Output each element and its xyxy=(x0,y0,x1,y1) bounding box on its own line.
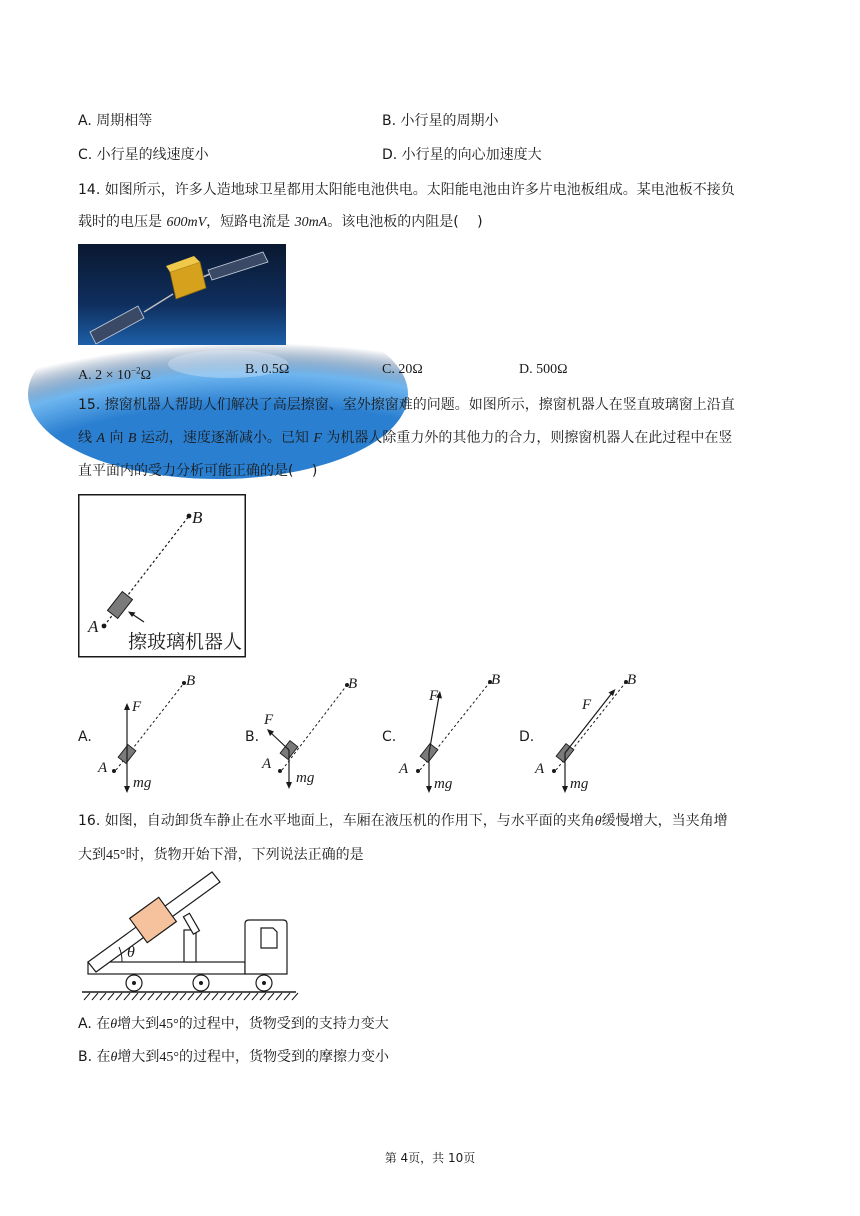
q15-a-label-mg: mg xyxy=(133,775,152,791)
q13-option-a: A. 周期相等 xyxy=(78,113,153,129)
q14-options xyxy=(78,360,151,386)
q15-b-label-mg: mg xyxy=(296,770,315,786)
q15-d-label-a: A xyxy=(535,761,545,777)
q16-dump-truck-figure xyxy=(80,868,298,1004)
q14-voltage: 600mV xyxy=(166,215,207,230)
q15-option-d-diagram xyxy=(536,674,646,798)
q15-option-b-diagram xyxy=(262,678,372,798)
q15-a-label-b: B xyxy=(186,673,196,689)
q13-option-d: D. 小行星的向心加速度大 xyxy=(382,147,542,163)
q15-stem-line3: 直平面内的受力分析可能正确的是( ) xyxy=(78,463,318,479)
q15-a-label-f: F xyxy=(132,699,142,715)
q16-option-b: B. 在θ增大到45°的过程中，货物受到的摩擦力变小 xyxy=(78,1049,390,1065)
q14-option-c: C. 20Ω xyxy=(382,362,423,377)
q15-c-label-a: A xyxy=(399,761,409,777)
q15-d-label-b: B xyxy=(627,672,637,688)
page-footer: 第 4页，共 10页 xyxy=(384,1151,476,1165)
q15-figure-caption: 擦玻璃机器人 xyxy=(128,631,243,653)
q15-d-label-mg: mg xyxy=(570,776,589,792)
q13-option-b: B. 小行星的周期小 xyxy=(382,113,499,129)
q15-stem-line2: 线 A 向 B 运动，速度逐渐减小。已知 F 为机器人除重力外的其他力的合力，则擦窗机器人在此过程中在竖 xyxy=(78,430,733,446)
q15-stem-line1: 15. 擦窗机器人帮助人们解决了高层擦窗、室外擦窗难的问题。如图所示，擦窗机器人在竖直玻璃窗上沿直 xyxy=(78,397,735,413)
q13-option-c: C. 小行星的线速度小 xyxy=(78,147,209,163)
q15-b-label-b: B xyxy=(348,676,358,692)
q15-a-label-a: A xyxy=(98,760,108,776)
satellite-image xyxy=(78,244,286,345)
q15-option-c-label: C. xyxy=(382,729,397,745)
q15-label-a: A xyxy=(88,617,99,636)
q15-b-label-f: F xyxy=(264,712,274,728)
q15-c-label-f: F xyxy=(429,688,439,704)
q14-current: 30mA xyxy=(294,215,328,230)
q15-option-c-diagram xyxy=(400,674,510,798)
q16-stem-line2: 大到45°时，货物开始下滑，下列说法正确的是 xyxy=(78,847,364,863)
q14-option-a: A. $2 \times 10^{-2}\Omega$ xyxy=(78,365,151,383)
q14-option-b: B. 0.5Ω xyxy=(245,362,290,377)
q15-option-b-label: B. xyxy=(245,729,260,745)
q15-option-a-label: A. xyxy=(78,729,92,745)
q15-b-label-a: A xyxy=(262,756,272,772)
q15-d-label-f: F xyxy=(582,697,592,713)
q15-option-d-label: D. xyxy=(519,729,535,745)
q16-theta-label: θ xyxy=(127,944,135,961)
q16-stem-line1: 16. 如图，自动卸货车静止在水平地面上，车厢在液压机的作用下，与水平面的夹角θ缓慢增大，当夹角增 xyxy=(78,813,728,829)
q16-option-a: A. 在θ增大到45°的过程中，货物受到的支持力变大 xyxy=(78,1016,389,1032)
q14-option-d: D. 500Ω xyxy=(519,362,568,377)
q15-c-label-mg: mg xyxy=(434,776,453,792)
q14-stem-line1: 14. 如图所示，许多人造地球卫星都用太阳能电池供电。太阳能电池由许多片电池板组成。某电池板不接负 xyxy=(78,182,735,198)
q14-stem-line2: 载时的电压是 600mV，短路电流是 30mA。该电池板的内阻是( ) xyxy=(78,214,483,230)
q15-c-label-b: B xyxy=(491,672,501,688)
q15-label-b: B xyxy=(192,508,203,527)
